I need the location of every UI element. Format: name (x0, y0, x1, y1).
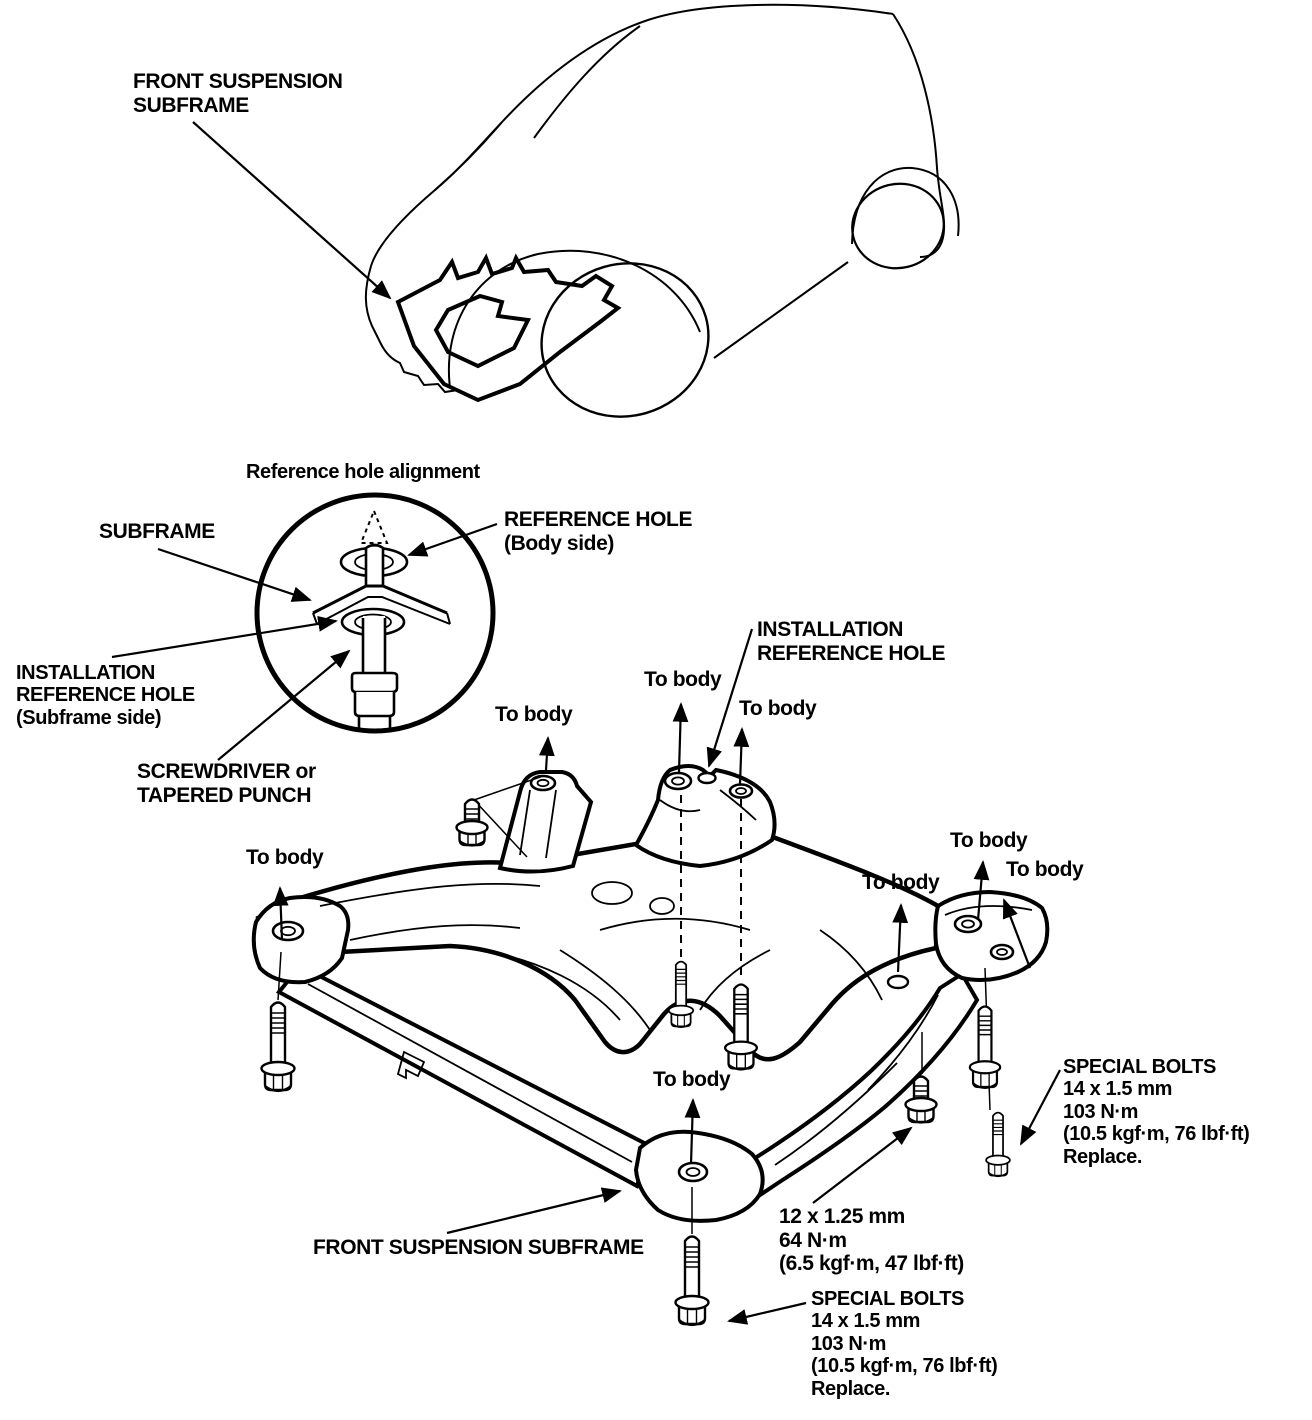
special-bottom-title: SPECIAL BOLTS (811, 1288, 964, 1310)
tool-line1: SCREWDRIVER or (137, 760, 316, 783)
special-right-note: Replace. (1063, 1145, 1143, 1168)
car-rear-wheel (843, 174, 953, 278)
bolt-bottom (676, 1237, 709, 1326)
car-front-wheel-arch (449, 251, 700, 388)
install-ref-line3: (Subframe side) (16, 706, 162, 729)
front-suspension-subframe-label: FRONT SUSPENSION SUBFRAME (313, 1236, 644, 1259)
install-ref2-line1: INSTALLATION (757, 618, 904, 641)
special-bolts-right-label (1063, 1056, 1249, 1168)
tool-line2: TAPERED PUNCH (137, 783, 312, 807)
install-ref-line2: REFERENCE HOLE (16, 684, 195, 707)
car-subframe-highlight (398, 258, 618, 400)
to-body-label-mid-right: To body (862, 871, 940, 894)
bolt-small-top-left (457, 800, 488, 846)
special-bolts-bottom-label (811, 1288, 997, 1400)
car-callout-leader (193, 122, 390, 298)
install-ref-line1: INSTALLATION (16, 662, 155, 684)
to-body-label-left: To body (246, 846, 324, 869)
reference-hole-line1: REFERENCE HOLE (504, 508, 693, 531)
bolt-12mm-torque-alt: (6.5 kgf·m, 47 lbf·ft) (779, 1252, 964, 1276)
install-ref2-line2: REFERENCE HOLE (757, 641, 946, 665)
reference-hole-label (504, 508, 692, 555)
inset-title: Reference hole alignment (246, 461, 480, 483)
subframe-inset-label: SUBFRAME (99, 520, 215, 543)
car-callout-line1: FRONT SUSPENSION (133, 70, 343, 93)
car-outline-drawing (366, 5, 959, 436)
car-hood-line (435, 122, 502, 190)
car-body-outline (366, 5, 893, 392)
bolt-12mm-torque: 64 N·m (779, 1228, 847, 1252)
special-bottom-torque: 103 N·m (811, 1332, 887, 1355)
car-windshield-line (534, 26, 640, 138)
special-bottom-torque-alt: (10.5 kgf·m, 76 lbf·ft) (811, 1355, 998, 1378)
car-callout-line2: SUBFRAME (133, 93, 249, 117)
car-callout-label (133, 70, 342, 117)
installation-reference-hole-label (16, 662, 195, 729)
to-body-label-bottom-center: To body (653, 1068, 731, 1091)
car-roof-rear (893, 14, 944, 257)
bolt-12mm-spec-label (779, 1205, 964, 1276)
screwdriver-label (137, 760, 316, 807)
car-rocker-line (714, 262, 848, 358)
special-right-torque: 103 N·m (1063, 1100, 1139, 1123)
subframe-drawing (254, 766, 1048, 1221)
bolt-special-right (986, 1113, 1010, 1177)
to-body-label-center-left: To body (644, 668, 722, 691)
special-bottom-note: Replace. (811, 1377, 891, 1400)
to-body-label-right-upper: To body (950, 829, 1028, 852)
special-right-torque-alt: (10.5 kgf·m, 76 lbf·ft) (1063, 1123, 1250, 1146)
bolt-left (262, 1003, 295, 1092)
car-front-wheel (523, 244, 726, 436)
installation-reference-hole-label-main (757, 618, 945, 665)
reference-hole-inset (257, 495, 493, 731)
to-body-label-right-lower: To body (1006, 858, 1084, 881)
bolt-12mm-size: 12 x 1.25 mm (779, 1205, 905, 1228)
special-bottom-size: 14 x 1.5 mm (811, 1310, 921, 1333)
special-right-size: 14 x 1.5 mm (1063, 1078, 1173, 1101)
special-right-title: SPECIAL BOLTS (1063, 1056, 1216, 1078)
reference-hole-line2: (Body side) (504, 531, 614, 555)
left-mount-pad (254, 897, 349, 982)
to-body-label-center-right: To body (739, 697, 817, 720)
bolt-right (970, 1007, 1000, 1088)
to-body-label-tower: To body (495, 703, 573, 726)
